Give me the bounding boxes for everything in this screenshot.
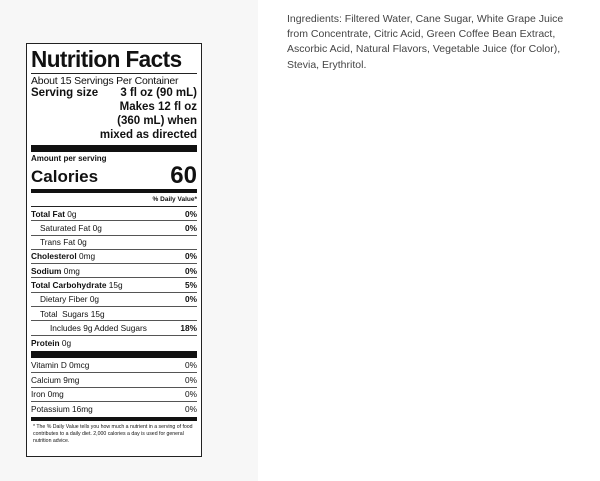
nutrient-amount: 15g — [90, 308, 105, 319]
nutrient-amount: 0mg — [63, 265, 80, 276]
thick-divider — [31, 351, 197, 358]
nutrient-row-saturated-fat — [31, 221, 197, 235]
serving-note-line: (360 mL) when — [117, 115, 197, 127]
nutrient-row-cholesterol — [31, 250, 197, 264]
vitamin-dv: 0% — [185, 360, 197, 371]
calories-row — [31, 164, 197, 188]
nutrient-row-added-sugars — [31, 321, 197, 335]
nutrient-amount: 0g — [92, 222, 102, 233]
nutrient-label: Total Carbohydrate — [31, 279, 107, 290]
vitamin-label: Iron 0mg — [31, 389, 64, 400]
nutrient-amount: 0g — [61, 337, 72, 348]
nutrient-label: Total Sugars — [40, 308, 89, 319]
daily-value-header: % Daily Value* — [31, 194, 197, 207]
medium-divider — [31, 417, 197, 421]
calories-label: Calories — [31, 167, 99, 186]
nutrient-amount: 0g — [89, 294, 100, 305]
nutrition-panel-background — [0, 0, 258, 481]
nutrient-dv: 18% — [180, 322, 197, 333]
vitamin-dv: 0% — [185, 389, 197, 400]
nutrient-label: Total Fat — [31, 208, 65, 219]
nutrient-row-trans-fat — [31, 236, 197, 250]
nutrient-row-total-carbohydrate — [31, 278, 197, 292]
nutrient-amount: 0g — [67, 208, 77, 219]
serving-note-line: Makes 12 fl oz — [119, 101, 197, 113]
nutrient-row-sodium — [31, 264, 197, 278]
servings-per-container: About 15 Servings Per Container — [31, 75, 179, 87]
serving-size-label: Serving size — [31, 87, 99, 99]
nutrient-dv: 0% — [185, 265, 197, 276]
nutrient-row-total-sugars — [31, 307, 197, 321]
vitamin-row-vitamin-d — [31, 359, 197, 373]
nutrition-facts-title: Nutrition Facts — [31, 46, 182, 72]
nutrient-dv: 0% — [185, 222, 197, 233]
vitamin-label: Calcium 9mg — [31, 374, 80, 385]
serving-note-line: mixed as directed — [99, 129, 197, 141]
medium-divider — [31, 189, 197, 193]
nutrient-label: Dietary Fiber — [40, 294, 88, 305]
serving-size-row — [31, 87, 197, 100]
nutrient-dv: 0% — [185, 294, 197, 305]
nutrient-amount: 0mg — [78, 251, 96, 262]
nutrient-row-protein — [31, 336, 197, 350]
nutrient-dv: 0% — [185, 208, 197, 219]
serving-size-note — [31, 100, 197, 142]
ingredients-text: Ingredients: Filtered Water, Cane Sugar, White Grape Juice from Concentrate, Citric Acid, Green Coffee Bean Extract, Ascorbic Acid, Natural Flavors, Vegetable Juice (for Color), Stevia, Erythritol. — [287, 13, 564, 71]
nutrient-dv: 5% — [185, 279, 197, 290]
nutrient-label: Cholesterol — [31, 251, 77, 262]
nutrient-row-total-fat — [31, 207, 197, 221]
vitamin-row-potassium — [31, 402, 197, 416]
nutrient-amount: 0g — [77, 237, 87, 248]
nutrient-label: Includes 9g Added Sugars — [50, 322, 147, 333]
nutrient-amount: 15g — [108, 279, 123, 290]
nutrient-row-dietary-fiber — [31, 293, 197, 307]
nutrition-facts-label — [26, 43, 202, 457]
vitamin-label: Vitamin D 0mcg — [31, 360, 90, 371]
vitamin-dv: 0% — [185, 403, 197, 414]
nutrient-dv: 0% — [185, 251, 197, 262]
vitamin-label: Potassium 16mg — [31, 403, 93, 414]
thick-divider — [31, 145, 197, 152]
nutrient-label: Saturated Fat — [40, 222, 91, 233]
vitamin-row-iron — [31, 388, 197, 402]
vitamin-dv: 0% — [185, 374, 197, 385]
amount-per-serving: Amount per serving — [31, 154, 107, 163]
divider — [31, 73, 197, 74]
nutrient-label: Sodium — [31, 265, 62, 276]
calories-value: 60 — [170, 162, 197, 189]
nutrient-label: Protein — [31, 337, 60, 348]
daily-value-footnote: * The % Daily Value tells you how much a nutrient in a serving of food contributes to a daily diet. 2,000 calories a day is used for general nutrition advice. — [33, 424, 193, 445]
vitamin-row-calcium — [31, 373, 197, 387]
serving-size-amount: 3 fl oz (90 mL) — [120, 87, 197, 99]
nutrient-label: Trans Fat — [40, 237, 76, 248]
